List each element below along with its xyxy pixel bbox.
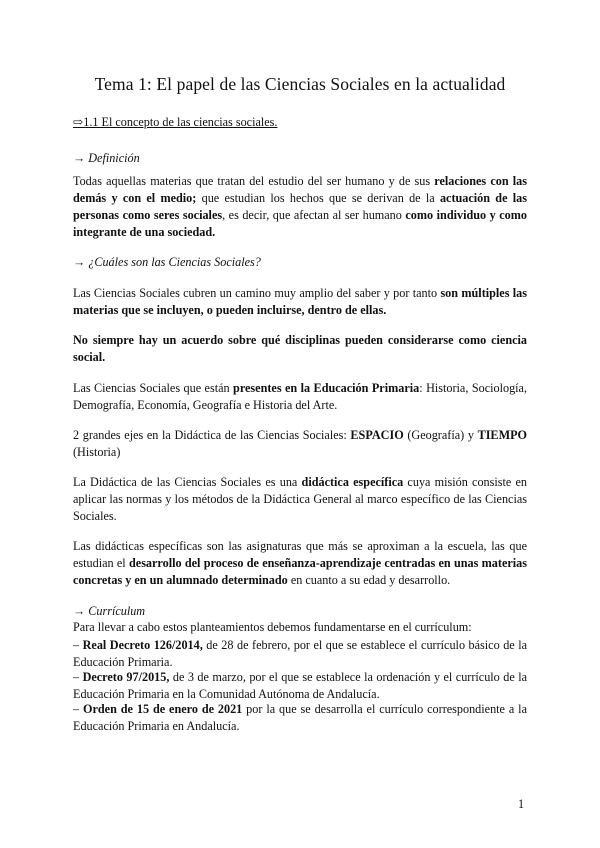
page-number: 1 <box>518 797 525 811</box>
dash: – <box>73 702 83 716</box>
bold-text: didáctica específica <box>301 475 404 489</box>
definicion-heading: → Definición <box>73 151 140 165</box>
text-run: de 3 de marzo, por el que se establece la ordenación y el currículo de la Educación Primaria en la Comunidad Autónoma de Andalucía. <box>73 670 527 701</box>
bold-text: ESPACIO <box>350 428 404 442</box>
bold-text: TIEMPO <box>477 428 527 442</box>
text-run: en cuanto a su edad y desarrollo. <box>287 573 451 587</box>
bold-text: actuación de las personas como seres sociales <box>73 191 527 222</box>
bold-text: relaciones con las demás y con el medio; <box>73 174 527 205</box>
text-run: Las didácticas específicas son las asignaturas que más se aproximan a la escuela, las que estudian el <box>73 539 527 570</box>
text-run: (Geografía) y <box>403 428 478 442</box>
text-run: (Historia) <box>73 445 121 459</box>
text-run: de 28 de febrero, por el que se establece el currículo básico de la Educación Primaria. <box>73 638 527 669</box>
text-run: por la que se desarrolla el currículo correspondiente a la Educación Primaria en Andalucía. <box>73 702 527 733</box>
cuales-paragraph-4 <box>73 427 527 461</box>
cuales-paragraph-1 <box>73 285 527 319</box>
text-run: Las Ciencias Sociales cubren un camino muy amplio del saber y por tanto <box>73 286 441 300</box>
bold-text: desarrollo del proceso de enseñanza-aprendizaje centradas en unas materias concretas y en un alumnado determinado <box>73 556 527 587</box>
curriculum-intro: Para llevar a cabo estos planteamientos debemos fundamentarse en el currículum: <box>73 620 472 634</box>
list-item <box>73 701 527 735</box>
cuales-paragraph-5 <box>73 474 527 525</box>
text-run: que estudian los hechos que se derivan de la <box>196 191 440 205</box>
bold-text: Orden de 15 de enero de 2021 <box>83 702 243 716</box>
cuales-paragraph-6 <box>73 538 527 589</box>
text-run: : Historia, Sociología, Demografía, Economía, Geografía e Historia del Arte. <box>73 381 528 412</box>
dash: – <box>73 638 83 652</box>
list-item <box>73 669 527 703</box>
bold-text: Decreto 97/2015, <box>82 670 170 684</box>
text-run: Todas aquellas materias que tratan del estudio del ser humano y de sus <box>73 174 435 188</box>
cuales-paragraph-2: No siempre hay un acuerdo sobre qué disciplinas pueden considerarse como ciencia social. <box>73 333 527 364</box>
double-arrow-icon: ⇨ <box>73 115 84 129</box>
text-run: 2 grandes ejes en la Didáctica de las Ciencias Sociales: <box>73 428 351 442</box>
text-run: , es decir, que afectan al ser humano <box>222 208 406 222</box>
dash: – <box>73 670 83 684</box>
definicion-paragraph <box>73 173 527 241</box>
bold-text: como individuo y como integrante de una sociedad. <box>73 208 527 239</box>
page-title: Tema 1: El papel de las Ciencias Sociales en la actualidad <box>94 74 506 94</box>
cuales-paragraph-3 <box>73 380 527 414</box>
curriculum-heading: → Currículum <box>73 604 146 618</box>
text-run: Las Ciencias Sociales que están <box>73 381 234 395</box>
section-label: 1.1 El concepto de las ciencias sociales. <box>83 115 278 129</box>
cuales-heading: → ¿Cuáles son las Ciencias Sociales? <box>73 255 261 269</box>
list-item <box>73 637 527 671</box>
text-run: La Didáctica de las Ciencias Sociales es una <box>73 475 302 489</box>
section-heading <box>73 115 277 130</box>
bold-text: Real Decreto 126/2014, <box>82 638 203 652</box>
bold-text: son múltiples las materias que se incluyen, o pueden incluirse, dentro de ellas. <box>73 286 527 317</box>
bold-text: presentes en la Educación Primaria <box>233 381 420 395</box>
text-run: cuya misión consiste en aplicar las normas y los métodos de la Didáctica General al marco específico de las Ciencias Sociales. <box>73 475 527 523</box>
